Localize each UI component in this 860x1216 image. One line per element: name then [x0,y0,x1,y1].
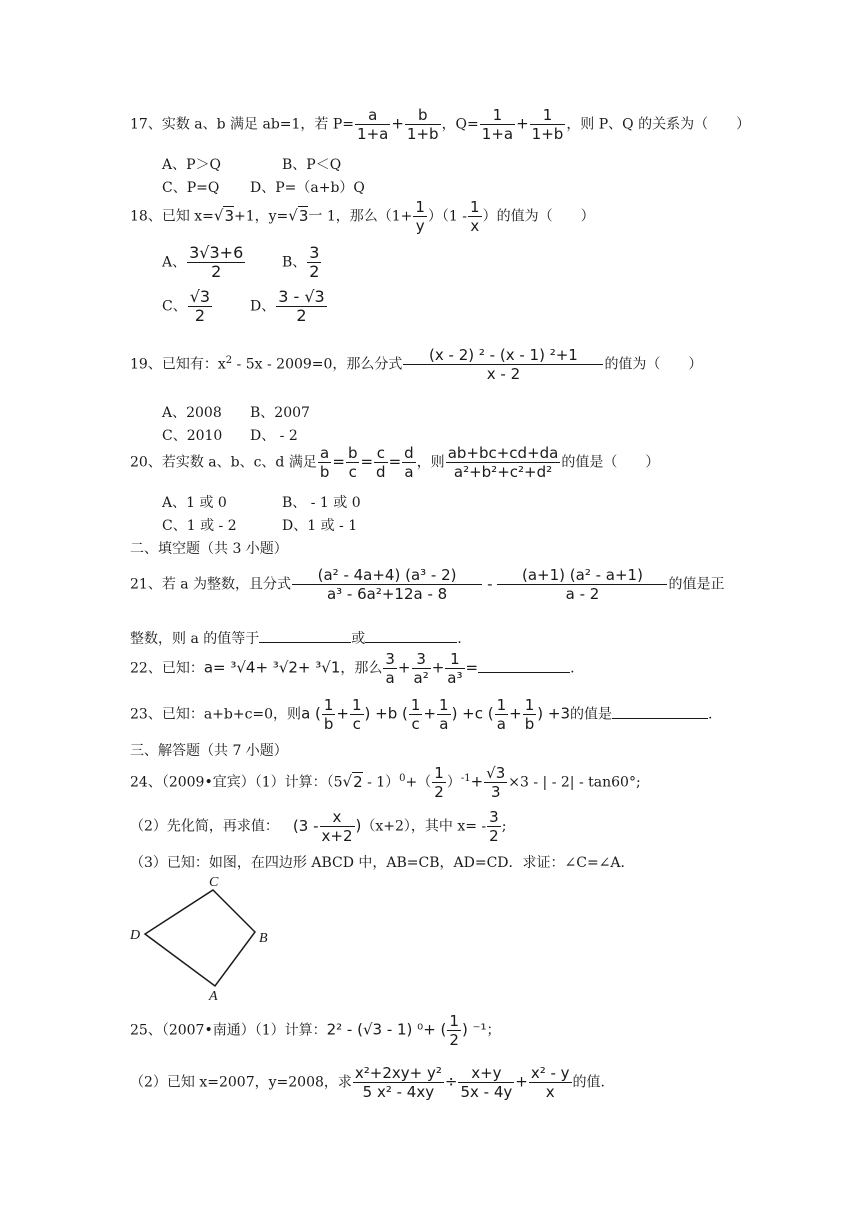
q17-option-a: A、P＞Q [162,157,222,173]
q19-option-c: C、2010 [162,428,223,444]
label-a: A [209,989,218,1004]
q22-stem: 22、已知：a= ³√4+ ³√2+ ³√1，那么 $\frac{3}{a}$ + $\frac{3}{\text{a²}}$ + $\frac{1}{\text{a³}}$ = . [130,650,575,687]
q18-option-d: D、 $\frac{3 - √3}{2}$ [250,287,325,325]
q24-part-2: （2）先化简，再求值： (3 - $\frac{x}{x+2}$ )（x+2），其中 x= - $\frac{3}{2}$ ; [130,808,507,845]
q21-stem: 21、若 a 为整数，且分式 $\frac{\text{(a² - 4a+4) (a³ - 2)}}{\text{a³ - 6a²+12a - 8}}$ - $\frac{\text{(a+1) (a² - a+1)}}{a - 2}$ 的值是正 [130,566,725,603]
q17-frac-p-a: $\frac{a}{1+a}$ [357,106,389,143]
q20-option-d: D、1 或 - 1 [282,518,358,534]
q19-option-a: A、2008 [162,405,222,421]
q19-stem: 19、已知有：$x^2 - 5x - 2009=0$，那么分式 $\frac{\text{(x - 2) ² - (x - 1) ²+1}}{x - 2}$ 的值为（ ） [130,346,703,383]
q23-stem: 23、已知：a+b+c=0，则a ( $\frac{1}{b}$ + $\frac{1}{c}$ ) +b ( $\frac{1}{c}$ + $\frac{1}{a}$ ) +c ( $\frac{1}{a}$ + $\frac{1}{b}$ ) +3的值是 . [130,696,713,733]
label-c: C [209,876,219,890]
label-b: B [259,931,268,946]
q20-option-a: A、1 或 0 [162,495,227,511]
q17-frac-q-a: $\frac{1}{1+a}$ [481,106,514,143]
q18-option-a: A、 $\frac{3√3+6}{2}$ [162,243,244,281]
q20-option-b: B、 - 1 或 0 [282,495,361,511]
q19-option-d: D、 - 2 [250,428,298,444]
q21-answer-line: 整数，则 a 的值等于 或 . [130,628,462,648]
q18-stem: 18、已知 x=√3+1，y=√3一 1，那么（1+ $\frac{1}{y}$ ）（1 - $\frac{1}{x}$ ）的值为（ ） [130,198,595,235]
q17-frac-q-b: $\frac{1}{1+b}$ [531,106,564,143]
q25-part-2: （2）已知 x=2007，y=2008，求 $\frac{\text{x²+2xy+ y²}}{\text{5 x² - 4xy}}$ ÷ $\frac{x+y}{5x - 4y}$ + $\frac{\text{x² - y}}{x}$ 的值. [130,1064,605,1101]
q20-fraction: $\frac{ab+bc+cd+da}{\text{a²+b²+c²+d²}}$ [447,444,559,481]
section-heading-solve: 三、解答题（共 7 小题） [130,743,288,759]
section-heading-fill-in: 二、填空题（共 3 小题） [130,541,288,557]
q18-option-c: C、 $\frac{√3}{2}$ [162,287,211,325]
q25-part-1: 25、（2007•南通）（1）计算：2² - (√3 - 1) ⁰+ ( $\frac{1}{2}$ ) ⁻¹； [130,1012,501,1049]
q17-option-d: D、P=（a+b）Q [250,180,365,196]
q23-blank[interactable] [612,704,708,719]
q24-part-1: 24、（2009•宜宾）（1）计算：（5√2 - 1）$^0$+（ $\frac{1}{2}$ ）$^{-1}$+ $\frac{√3}{3}$ ×3 - | - 2| - tan60°; [130,764,641,801]
q18-option-b: B、 $\frac{3}{2}$ [282,243,320,281]
q20-stem: 20、若实数 a、b、c、d 满足 $\frac{a}{b}$ = $\frac{b}{c}$ = $\frac{c}{d}$ = $\frac{d}{a}$ ，则 $\frac{ab+bc+cd+da}{\text{a²+b²+c²+d²}}$ 的值是（ ） [130,444,660,481]
q17-frac-p-b: $\frac{b}{1+b}$ [406,106,439,143]
q21-blank-1[interactable] [259,628,351,643]
label-d: D [130,928,141,943]
quadrilateral-abcd-figure [125,876,285,1006]
q24-part-3: （3）已知：如图，在四边形 ABCD 中，AB=CB，AD=CD．求证：∠C=∠A． [130,855,635,871]
quadrilateral-outline [145,890,255,986]
q21-frac-1: $\frac{\text{(a² - 4a+4) (a³ - 2)}}{\text{a³ - 6a²+12a - 8}}$ [292,566,482,603]
q18-frac-1-over-y: $\frac{1}{y}$ [415,198,425,235]
q18-frac-1-over-x: $\frac{1}{x}$ [470,198,480,235]
q22-blank[interactable] [478,658,570,673]
q17-option-b: B、P＜Q [282,157,342,173]
q20-option-c: C、1 或 - 2 [162,518,237,534]
q19-option-b: B、2007 [250,405,310,421]
q21-blank-2[interactable] [365,628,457,643]
q19-fraction: $\frac{\text{(x - 2) ² - (x - 1) ²+1}}{x - 2}$ [403,346,603,383]
q17-option-c: C、P=Q [162,180,220,196]
q21-frac-2: $\frac{\text{(a+1) (a² - a+1)}}{a - 2}$ [497,566,667,603]
q17-stem: 17、实数 a、b 满足 ab=1，若 P= $\frac{a}{1+a}$ + $\frac{b}{1+b}$ ，Q= $\frac{1}{1+a}$ + $\frac{1}{1+b}$ ，则 P、Q 的关系为（ ） [130,106,751,143]
